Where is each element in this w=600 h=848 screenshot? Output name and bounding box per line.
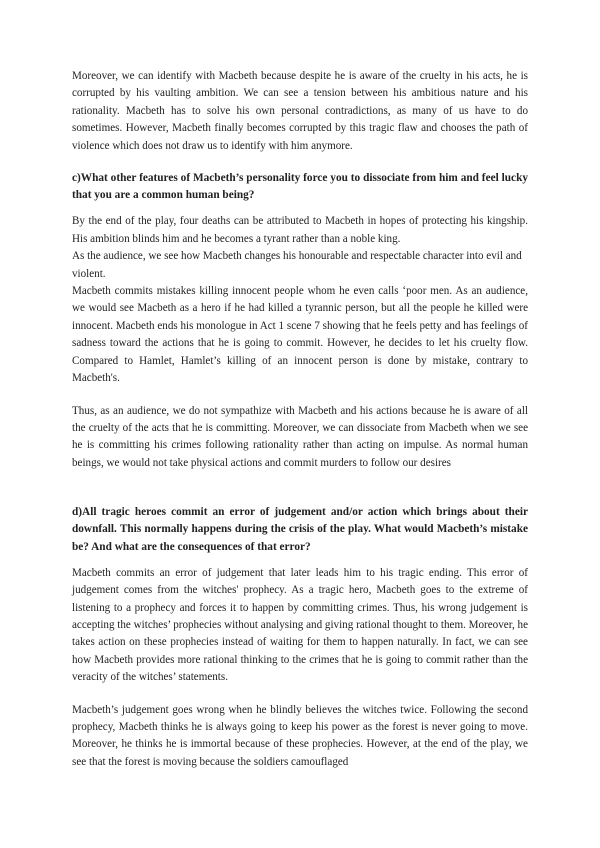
paragraph-identify-with-macbeth: Moreover, we can identify with Macbeth because despite he is aware of the cruelty in his acts, he is corrupted by his vaulting ambition. We can see a tension between his ambitious nature and his rationality. Macbeth has to solve his own personal contradictions, as many of us have to do sometimes. However, Macbeth finally becomes corrupted by this tragic flaw and chooses the path of violence which does not draw us to identify with him anymore. (72, 70, 528, 152)
paragraph-error-of-judgement: Macbeth commits an error of judgement that later leads him to his tragic ending. This error of judgement comes from the witches' prophecy. As a tragic hero, Macbeth goes to the extreme of listening to a prophecy and forces it to happen by committing crimes. Thus, his wrong judgement is accepting the witches’ prophecies without analysing and giving rational thought to them. Moreover, he takes action on these prophecies instead of waiting for them to happen naturally. In fact, we can see how Macbeth provides more rational thinking to the crimes that he is going to commit rather than the veracity of the witches’ statements. (72, 566, 528, 684)
document-page (72, 68, 528, 771)
paragraph-believes-witches: Macbeth’s judgement goes wrong when he blindly believes the witches twice. Following the second prophecy, Macbeth thinks he is always going to keep his power as the forest is never going to move. Moreover, he thinks he is immortal because of these prophecies. However, at the end of the play, we see that the forest is moving because the soldiers camouflaged (72, 703, 528, 768)
question-c-heading: c)What other features of Macbeth’s personality force you to dissociate from him and feel lucky that you are a common human being? (72, 172, 528, 202)
paragraph-four-deaths: By the end of the play, four deaths can be attributed to Macbeth in hopes of protecting his kingship. His ambition blinds him and he becomes a tyrant rather than a noble king. (72, 215, 528, 245)
question-d-heading: d)All tragic heroes commit an error of judgement and/or action which brings about their downfall. This normally happens during the crisis of the play. What would Macbeth’s mistake be? And what are the consequences of that error? (72, 506, 528, 553)
paragraph-audience-change: As the audience, we see how Macbeth changes his honourable and respectable character into evil and violent. (72, 250, 522, 280)
paragraph-innocent-people: Macbeth commits mistakes killing innocent people whom he even calls ‘poor men. As an audience, we would see Macbeth as a hero if he had killed a tyrannic person, but all the people he killed were innocent. Macbeth ends his monologue in Act 1 scene 7 showing that he feels petty and has feelings of sadness toward the actions that he is going to commit. However, he decides to let his cruelty flow. Compared to Hamlet, Hamlet’s killing of an innocent person is done by mistake, contrary to Macbeth's. (72, 285, 528, 385)
paragraph-do-not-sympathize: Thus, as an audience, we do not sympathize with Macbeth and his actions because he is aware of all the cruelty of the acts that he is committing. Moreover, we can dissociate from Macbeth when we see he is committing his crimes following rationality rather than acting on impulse. As normal human beings, we would not take physical actions and commit murders to follow our desires (72, 404, 528, 469)
